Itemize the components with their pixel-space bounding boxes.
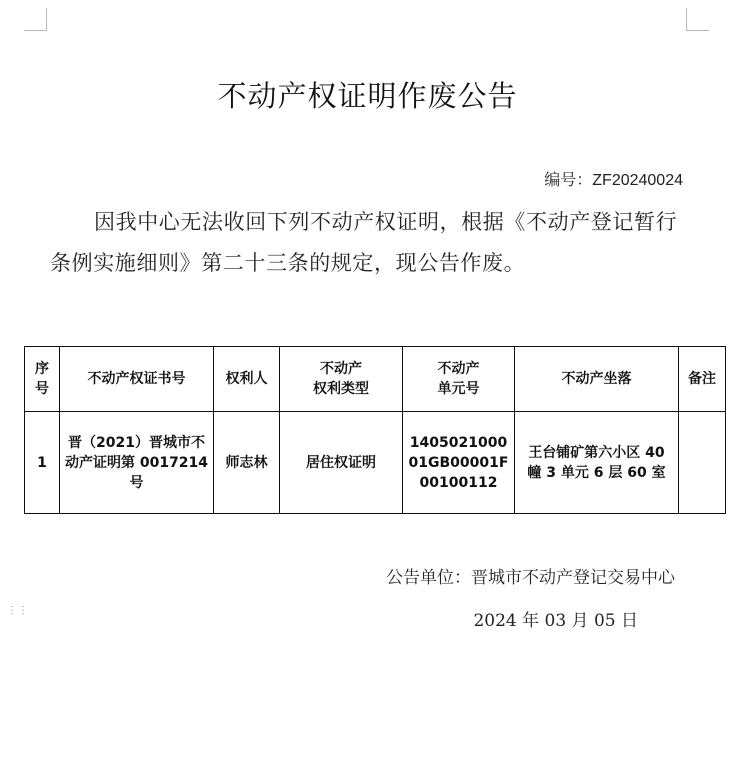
table-row (25, 412, 726, 514)
header-seq: 序 号 (25, 347, 60, 412)
page-title: 不动产权证明作废公告 (217, 79, 518, 113)
cell-unit-no: 140502100001GB00001F00100112 (403, 412, 515, 514)
header-unit-no: 不动产 单元号 (403, 347, 515, 412)
header-remark: 备注 (679, 347, 726, 412)
cell-seq: 1 (25, 412, 60, 514)
announcement-body: 因我中心无法收回下列不动产权证明，根据《不动产登记暂行条例实施细则》第二十三条的规定，现公告作废。 (50, 210, 678, 275)
header-holder: 权利人 (214, 347, 280, 412)
crop-mark-top-left (24, 8, 47, 31)
issue-date: 2024 年 03 月 05 日 (473, 611, 638, 631)
document-number (544, 167, 683, 190)
cell-right-type: 居住权证明 (280, 412, 403, 514)
header-right-type: 不动产 权利类型 (280, 347, 403, 412)
document-number-value: ZF20240024 (592, 172, 683, 189)
certificate-table (24, 346, 726, 514)
crop-mark-top-right (686, 8, 709, 31)
cell-cert-no: 晋（2021）晋城市不动产证明第 0017214 号 (60, 412, 214, 514)
cell-remark (679, 412, 726, 514)
document-number-label: 编号： (544, 170, 593, 189)
header-location: 不动产坐落 (515, 347, 679, 412)
drag-handle-icon[interactable]: ⋮⋮ (7, 605, 29, 616)
header-cert-no: 不动产权证书号 (60, 347, 214, 412)
cell-holder: 师志林 (214, 412, 280, 514)
table-header-row (25, 347, 726, 412)
cell-location: 王台铺矿第六小区 40 幢 3 单元 6 层 60 室 (515, 412, 679, 514)
issuer-line: 公告单位：晋城市不动产登记交易中心 (386, 568, 675, 588)
